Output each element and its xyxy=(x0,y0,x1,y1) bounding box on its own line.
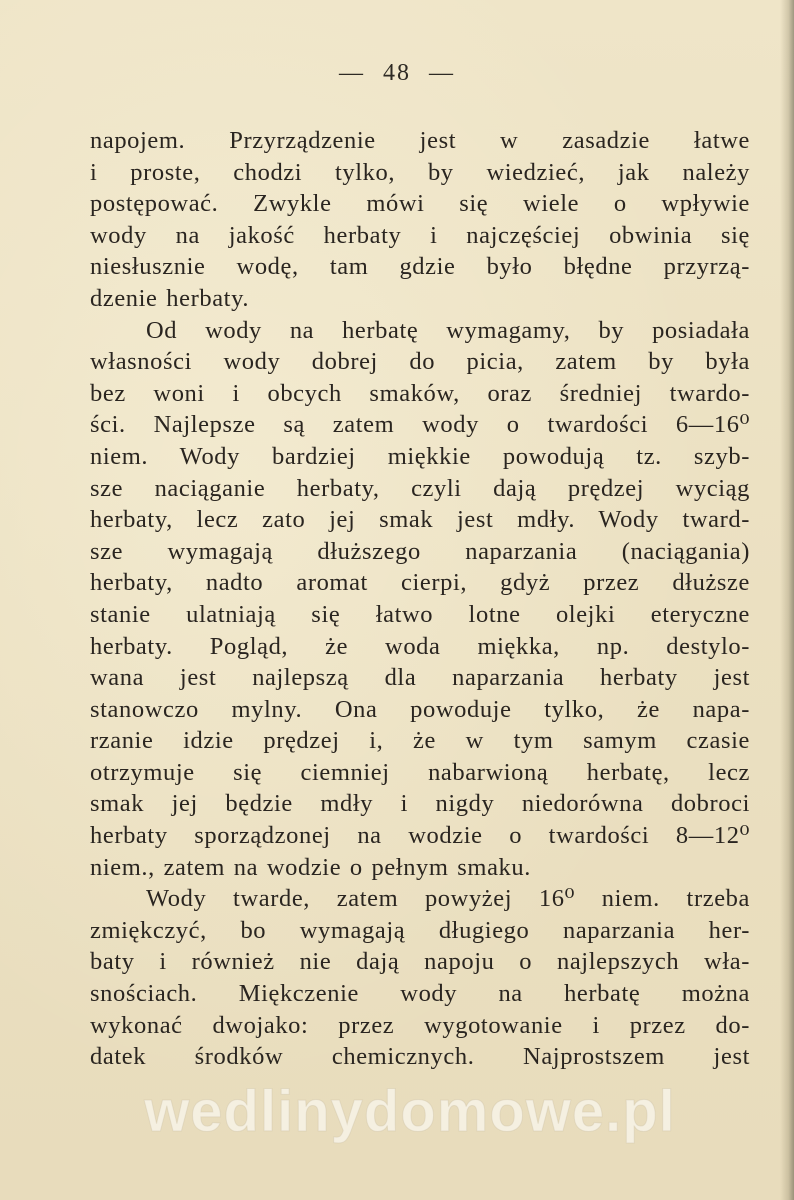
text-line: stanowczo mylny. Ona powoduje tylko, że napa- xyxy=(90,695,750,723)
body-text xyxy=(90,125,750,1073)
page-number-header xyxy=(0,60,794,87)
text-line: Od wody na herbatę wymagamy, by posiadała xyxy=(146,316,750,344)
text-line: stanie ulatniają się łatwo lotne olejki eteryczne xyxy=(90,600,750,628)
text-line: napojem. Przyrządzenie jest w zasadzie łatwe xyxy=(90,127,750,154)
text-line: herbaty, lecz zato jej smak jest mdły. Wody tward- xyxy=(90,506,750,534)
page-number: 48 xyxy=(383,60,411,86)
text-line: dzenie herbaty. xyxy=(90,284,250,312)
text-line: sze wymagają dłuższego naparzania (naciągania) xyxy=(90,537,750,565)
text-line: herbaty sporządzonej na wodzie o twardości 8—12⁰ xyxy=(90,822,750,850)
text-line: wykonać dwojako: przez wygotowanie i przez do- xyxy=(90,1011,750,1039)
text-line: Wody twarde, zatem powyżej 16⁰ niem. trzeba xyxy=(146,885,750,913)
page-number-dash-right: — xyxy=(429,60,455,86)
text-line: wana jest najlepszą dla naparzania herbaty jest xyxy=(90,664,750,692)
text-line: snościach. Miękczenie wody na herbatę można xyxy=(90,980,750,1008)
text-line: wody na jakość herbaty i najczęściej obwinia się xyxy=(90,221,750,249)
text-line: bez woni i obcych smaków, oraz średniej twardo- xyxy=(90,379,750,407)
watermark: wedlinydomowe.pl xyxy=(144,1079,676,1144)
text-line: herbaty, nadto aromat cierpi, gdyż przez dłuższe xyxy=(90,569,750,597)
text-line: smak jej będzie mdły i nigdy niedorówna dobroci xyxy=(90,790,750,818)
text-line: otrzymuje się ciemniej nabarwioną herbatę, lecz xyxy=(90,758,750,786)
text-line: niem. Wody bardziej miękkie powodują tz. szyb- xyxy=(90,442,750,470)
text-line: baty i również nie dają napoju o najlepszych wła- xyxy=(90,948,750,976)
text-line: datek środków chemicznych. Najprostszem jest xyxy=(90,1043,750,1071)
text-line: własności wody dobrej do picia, zatem by była xyxy=(90,348,750,376)
text-line: zmiękczyć, bo wymagają długiego naparzania her- xyxy=(90,916,750,944)
page-number-dash-left: — xyxy=(339,60,365,86)
text-line: niem., zatem na wodzie o pełnym smaku. xyxy=(90,853,531,881)
page-edge-shadow xyxy=(780,0,794,1200)
text-line: ści. Najlepsze są zatem wody o twardości 6—16⁰ xyxy=(90,411,750,439)
text-line: niesłusznie wodę, tam gdzie było błędne przyrzą- xyxy=(90,253,750,281)
text-line: rzanie idzie prędzej i, że w tym samym czasie xyxy=(90,727,750,755)
text-line: i proste, chodzi tylko, by wiedzieć, jak należy xyxy=(90,158,750,186)
text-line: herbaty. Pogląd, że woda miękka, np. destylo- xyxy=(90,632,750,660)
text-line: postępować. Zwykle mówi się wiele o wpływie xyxy=(90,190,750,218)
text-line: sze naciąganie herbaty, czyli dają prędzej wyciąg xyxy=(90,474,750,502)
